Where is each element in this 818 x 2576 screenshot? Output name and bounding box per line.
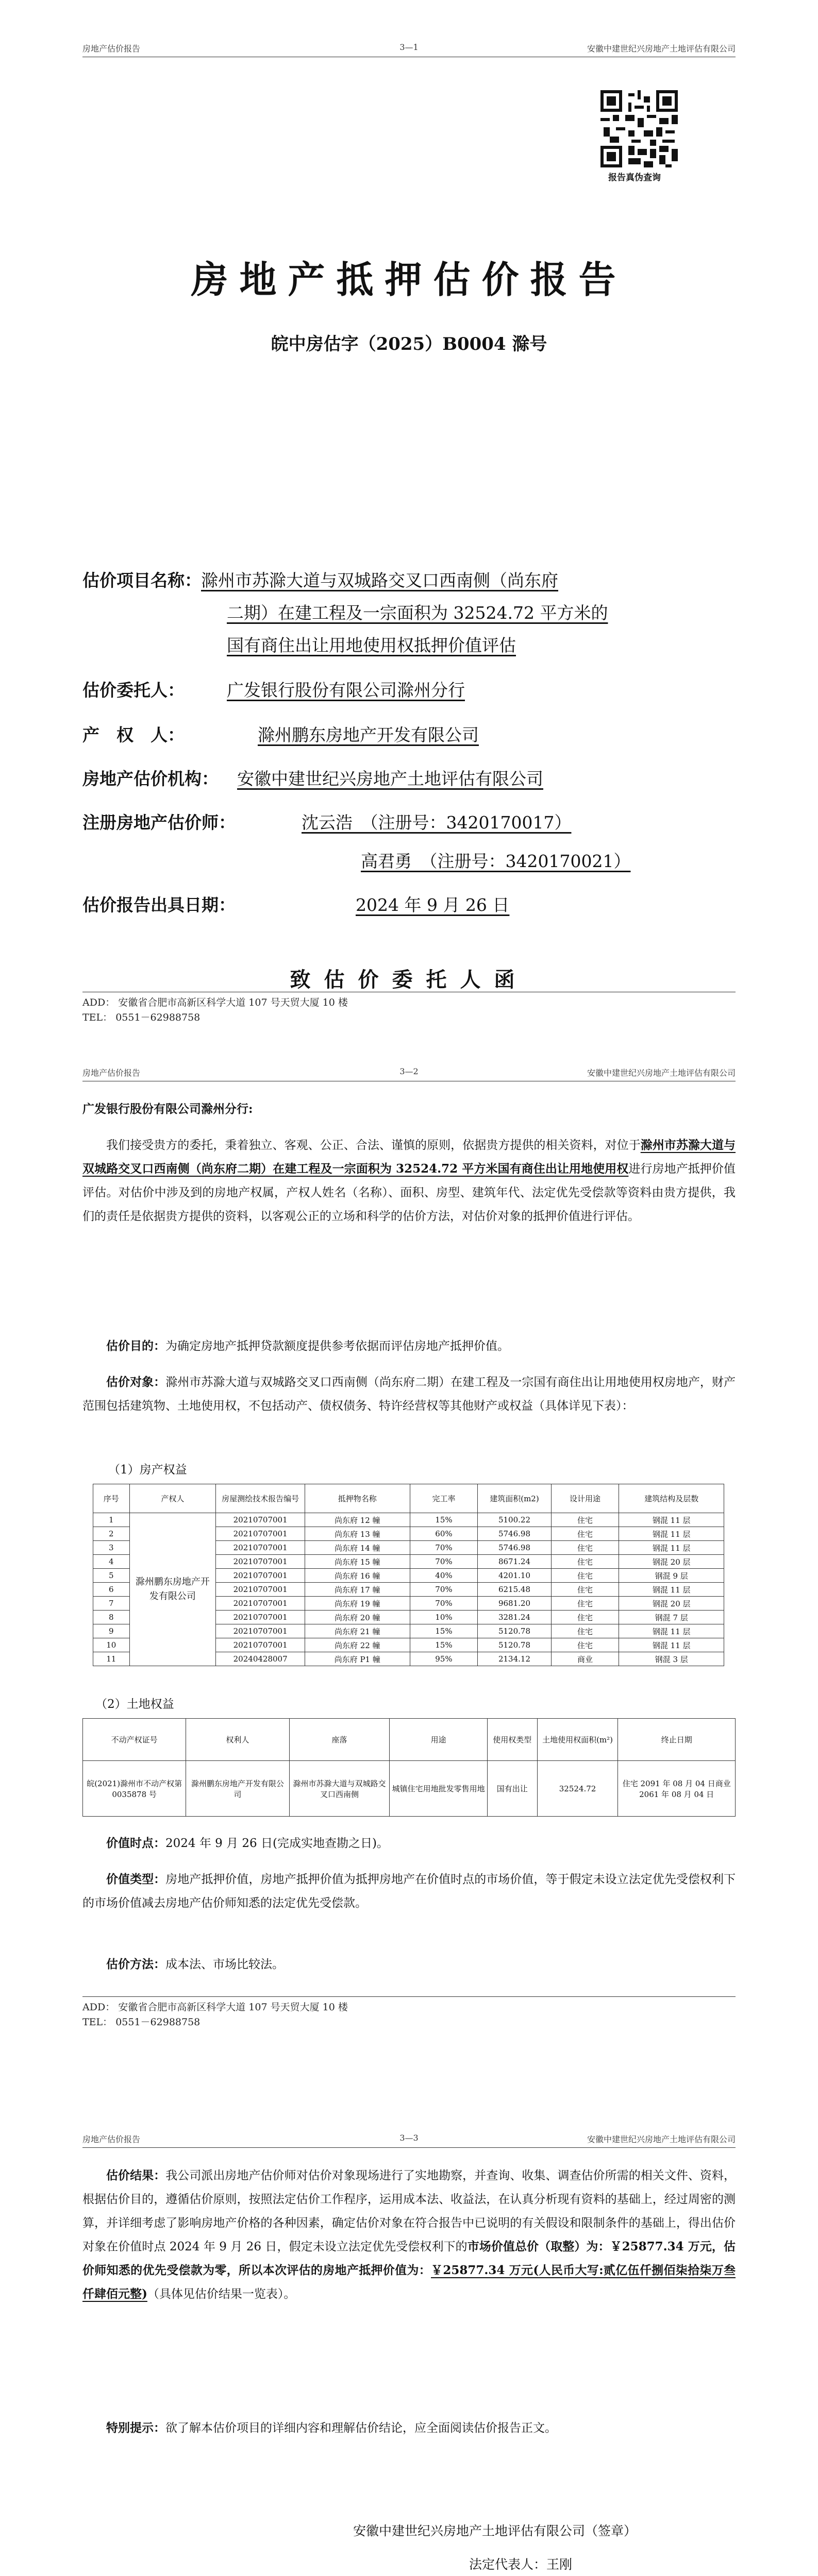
table-header: 抵押物名称	[305, 1484, 410, 1513]
table-cell: 5120.78	[478, 1638, 551, 1652]
table-cell: 40%	[410, 1569, 478, 1583]
table-cell: 钢混 11 层	[619, 1638, 724, 1652]
table-cell: 10%	[410, 1611, 478, 1624]
owner-value: 滁州鹏东房地产开发有限公司	[258, 725, 479, 745]
table-header: 房屋测绘技术报告编号	[216, 1484, 305, 1513]
table-cell: 10	[93, 1638, 130, 1652]
qr-caption: 报告真伪查询	[608, 173, 661, 183]
sign-company: 安徽中建世纪兴房地产土地评估有限公司（签章）	[353, 2523, 637, 2538]
value-type-paragraph: 价值类型：房地产抵押价值，房地产抵押价值为抵押房地产在价值时点的市场价值，等于假定未设立法定优先受偿权利下的市场价值减去房地产估价师知悉的法定优先受偿款。	[82, 1872, 736, 1910]
table-cell: 5746.98	[478, 1527, 551, 1541]
table-cell: 钢混 11 层	[619, 1583, 724, 1597]
table-row: 皖(2021)滁州市不动产权第 0035878 号 滁州鹏东房地产开发有限公司 滁州市苏滁大道与双城路交叉口西南侧 城镇住宅用地批发零售用地 国有出让 32524.72 住宅 2091 年 08 月 04 日商业 2061 年 08 月 04 日	[83, 1761, 736, 1817]
table-cell: 尚东府 12 幢	[305, 1513, 410, 1527]
page-letter-1	[0, 1061, 818, 2092]
table-cell: 钢混 11 层	[619, 1513, 724, 1527]
sign-representative: 法定代表人：王刚	[469, 2557, 572, 2572]
header-page-number: 3—1	[399, 42, 419, 52]
table-cell: 20210707001	[216, 1527, 305, 1541]
table-cell: 4	[93, 1555, 130, 1569]
table-cell: 20210707001	[216, 1569, 305, 1583]
appraiser-1: 沈云浩 （注册号：3420170017）	[302, 812, 572, 833]
table-cell: 15%	[410, 1513, 478, 1527]
table-cell: 3	[93, 1541, 130, 1555]
land-rights-subtitle: （2）土地权益	[95, 1698, 174, 1711]
salutation: 广发银行股份有限公司滁州分行:	[82, 1102, 253, 1116]
table-cell: 8671.24	[478, 1555, 551, 1569]
table-header: 设计用途	[551, 1484, 619, 1513]
table-cell: 7	[93, 1597, 130, 1611]
table-cell: 住宅	[551, 1555, 619, 1569]
appraiser-label: 注册房地产估价师：	[82, 812, 236, 833]
project-name-line-3: 国有商住出让用地使用权抵押价值评估	[227, 635, 516, 655]
table-cell: 钢混 7 层	[619, 1611, 724, 1624]
table-cell: 6	[93, 1583, 130, 1597]
header-left: 房地产估价报告	[82, 44, 141, 54]
property-rights-table	[93, 1484, 724, 1666]
appraiser-2: 高君勇 （注册号：3420170021）	[361, 851, 631, 871]
table-cell: 尚东府 16 幢	[305, 1569, 410, 1583]
table-cell: 20210707001	[216, 1597, 305, 1611]
table-cell: 9	[93, 1624, 130, 1638]
table-cell: 尚东府 22 幢	[305, 1638, 410, 1652]
table-cell: 住宅	[551, 1638, 619, 1652]
table-cell: 5100.22	[478, 1513, 551, 1527]
table-cell: 住宅	[551, 1624, 619, 1638]
table-cell: 5746.98	[478, 1541, 551, 1555]
table-cell: 商业	[551, 1652, 619, 1666]
project-name-line-1: 滁州市苏滁大道与双城路交叉口西南侧（尚东府	[201, 570, 558, 590]
table-cell: 3281.24	[478, 1611, 551, 1624]
table-cell: 20240428007	[216, 1652, 305, 1666]
method-paragraph: 估价方法：成本法、市场比较法。	[106, 1957, 284, 1971]
table-cell: 70%	[410, 1597, 478, 1611]
table-cell: 钢混 20 层	[619, 1597, 724, 1611]
table-cell: 8	[93, 1611, 130, 1624]
table-cell: 60%	[410, 1527, 478, 1541]
table-cell: 5120.78	[478, 1624, 551, 1638]
table-cell: 20210707001	[216, 1624, 305, 1638]
table-cell: 尚东府 14 幢	[305, 1541, 410, 1555]
table-cell: 住宅	[551, 1611, 619, 1624]
table-cell: 6215.48	[478, 1583, 551, 1597]
page-cover	[0, 0, 818, 1023]
project-name-label: 估价项目名称：	[82, 570, 202, 590]
table-cell: 70%	[410, 1555, 478, 1569]
footer-tel: TEL： 0551－62988758	[82, 1012, 201, 1023]
result-paragraph: 估价结果：我公司派出房地产估价师对估价对象现场进行了实地勘察，并查询、收集、调查估价所需的相关文件、资料，根据估价目的，遵循估价原则，按照法定估价工作程序，运用成本法、收益法，在认真分析现有资料的基础上，经过周密的测算，并详细考虑了影响房地产价格的各种因素，确定估价对象在符合报告中已说明的有关假设和限制条件的基础上，得出估价对象在价值时点 2024 年 9 月 26 日，假定未设立法定优先受偿权利下的市场价值总价（取整）为：￥25877.34 万元，估价师知悉的优先受偿款为零，所以本次评估的房地产抵押价值为：￥25877.34 万元(人民币大写:贰亿伍仟捌佰柒拾柒万叁仟肆佰元整)（具体见估价结果一览表）。	[82, 2168, 736, 2301]
page-header: 房地产估价报告 3—2 安徽中建世纪兴房地产土地评估有限公司	[82, 1061, 736, 1081]
table-cell: 70%	[410, 1583, 478, 1597]
table-header: 建筑面积(m2)	[478, 1484, 551, 1513]
entrust-letter-title: 致估价委托人函	[290, 968, 528, 992]
footer-address: ADD： 安徽省合肥市高新区科学大道 107 号天贸大厦 10 楼	[82, 997, 348, 1008]
table-cell: 20210707001	[216, 1583, 305, 1597]
owner-label: 产 权 人：	[82, 725, 185, 745]
value-date-paragraph: 价值时点：2024 年 9 月 26 日(完成实地查勘之日)。	[106, 1836, 389, 1850]
land-rights-table: 不动产权证号 权利人 座落 用途 使用权类型 土地使用权面积(m²) 终止日期 皖(2021)滁州市不动产权第 0035878 号 滁州鹏东房地产开发有限公司 滁州市苏滁大道与双城路交叉口西南侧 城镇住宅用地批发零售用地 国有出让 32524.72 住宅 2091 年 08 月 04 日商业 2061 年 08 月 04 日	[82, 1718, 736, 1817]
table-cell: 20210707001	[216, 1541, 305, 1555]
table-header: 建筑结构及层数	[619, 1484, 724, 1513]
table-cell: 95%	[410, 1652, 478, 1666]
table-cell: 尚东府 17 幢	[305, 1583, 410, 1597]
table-cell: 住宅	[551, 1541, 619, 1555]
table-cell: 2134.12	[478, 1652, 551, 1666]
page-letter-2	[0, 2128, 818, 2576]
qr-code-icon[interactable]	[600, 90, 678, 167]
table-cell: 20210707001	[216, 1638, 305, 1652]
table-cell: 滁州鹏东房地产开发有限公司	[129, 1513, 216, 1666]
table-cell: 尚东府 20 幢	[305, 1611, 410, 1624]
table-cell: 2	[93, 1527, 130, 1541]
table-cell: 住宅	[551, 1527, 619, 1541]
report-date-label: 估价报告出具日期：	[82, 895, 236, 915]
client-value: 广发银行股份有限公司滁州分行	[227, 680, 465, 700]
table-cell: 钢混 11 层	[619, 1624, 724, 1638]
table-cell: 4201.10	[478, 1569, 551, 1583]
table-cell: 住宅	[551, 1513, 619, 1527]
table-row	[93, 1513, 724, 1527]
table-cell: 70%	[410, 1541, 478, 1555]
report-title: 房地产抵押估价报告	[191, 258, 627, 301]
report-number: 皖中房估字（2025）B0004 滁号	[271, 334, 547, 354]
table-cell: 1	[93, 1513, 130, 1527]
page-footer	[82, 992, 736, 1025]
page-header: 房地产估价报告 3—3 安徽中建世纪兴房地产土地评估有限公司	[82, 2128, 736, 2148]
agency-value: 安徽中建世纪兴房地产土地评估有限公司	[237, 769, 543, 789]
table-cell: 尚东府 P1 幢	[305, 1652, 410, 1666]
table-cell: 钢混 9 层	[619, 1569, 724, 1583]
letter-paragraph-1: 我们接受贵方的委托，秉着独立、客观、公正、合法、谨慎的原则，依据贵方提供的相关资料，对位于滁州市苏滁大道与双城路交叉口西南侧（尚东府二期）在建工程及一宗面积为 32524.72 平方米国有商住出让用地使用权进行房地产抵押价值评估。对估价中涉及到的房地产权属，产权人姓名（名称）、面积、房型、建筑年代、法定优先受偿款等资料由贵方提供，我们的责任是依据贵方提供的资料，以客观公正的立场和科学的估价方法，对估价对象的抵押价值进行评估。	[82, 1138, 736, 1223]
table-cell: 9681.20	[478, 1597, 551, 1611]
table-cell: 20210707001	[216, 1611, 305, 1624]
page-footer: ADD： 安徽省合肥市高新区科学大道 107 号天贸大厦 10 楼 TEL： 0551－62988758	[82, 1996, 736, 2030]
table-cell: 5	[93, 1569, 130, 1583]
table-cell: 钢混 11 层	[619, 1527, 724, 1541]
client-label: 估价委托人：	[82, 680, 185, 700]
table-cell: 11	[93, 1652, 130, 1666]
table-header: 序号	[93, 1484, 130, 1513]
table-cell: 钢混 11 层	[619, 1541, 724, 1555]
purpose-paragraph: 估价目的：为确定房地产抵押贷款额度提供参考依据而评估房地产抵押价值。	[106, 1339, 509, 1353]
table-cell: 15%	[410, 1638, 478, 1652]
table-header: 完工率	[410, 1484, 478, 1513]
page-header	[82, 37, 736, 57]
table-header: 产权人	[129, 1484, 216, 1513]
note-paragraph: 特别提示：欲了解本估价项目的详细内容和理解估价结论，应全面阅读估价报告正文。	[106, 2421, 557, 2435]
object-paragraph: 估价对象：滁州市苏滁大道与双城路交叉口西南侧（尚东府二期）在建工程及一宗国有商住出让用地使用权房地产，财产范围包括建筑物、土地使用权，不包括动产、债权债务、特许经营权等其他财产或权益（具体详见下表）：	[82, 1375, 736, 1413]
table-cell: 尚东府 15 幢	[305, 1555, 410, 1569]
table-cell: 住宅	[551, 1569, 619, 1583]
table-cell: 住宅	[551, 1597, 619, 1611]
table-cell: 住宅	[551, 1583, 619, 1597]
table-cell: 尚东府 21 幢	[305, 1624, 410, 1638]
table-cell: 钢混 20 层	[619, 1555, 724, 1569]
table-cell: 尚东府 13 幢	[305, 1527, 410, 1541]
header-right: 安徽中建世纪兴房地产土地评估有限公司	[587, 44, 736, 54]
agency-label: 房地产估价机构：	[82, 769, 219, 789]
table-cell: 15%	[410, 1624, 478, 1638]
table-cell: 20210707001	[216, 1555, 305, 1569]
report-date-value: 2024 年 9 月 26 日	[356, 895, 510, 915]
property-rights-subtitle: （1）房产权益	[108, 1463, 187, 1477]
project-name-line-2: 二期）在建工程及一宗面积为 32524.72 平方米的	[227, 603, 608, 623]
table-cell: 20210707001	[216, 1513, 305, 1527]
table-cell: 钢混 3 层	[619, 1652, 724, 1666]
table-cell: 尚东府 19 幢	[305, 1597, 410, 1611]
